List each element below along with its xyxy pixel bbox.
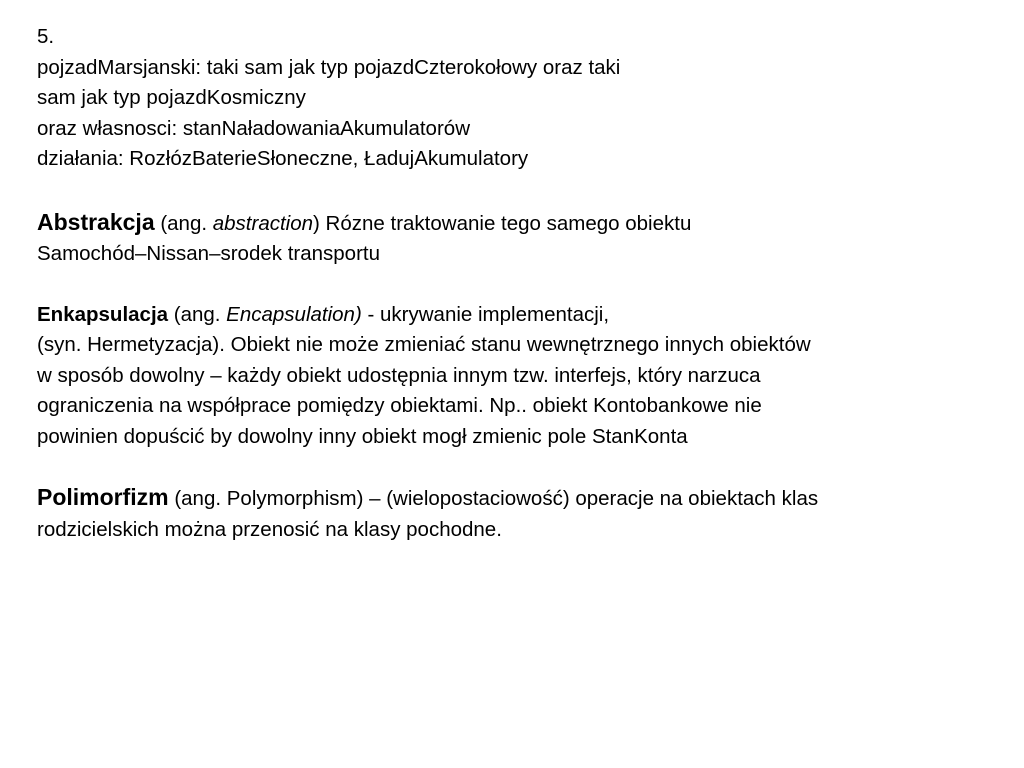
- enkapsulacja-line-4: ograniczenia na współprace pomiędzy obiektami. Np.. obiekt Kontobankowe nie: [37, 394, 762, 417]
- enkapsulacja-line-5: powinien dopuścić by dowolny inny obiekt mogł zmienic pole StanKonta: [37, 424, 688, 448]
- polimorfizm-heading-line: [37, 482, 1022, 515]
- abstrakcja-definition: ) Rózne traktowanie tego samego obiektu: [313, 211, 692, 235]
- abstrakcja-heading-line: [37, 207, 1022, 240]
- marsjanski-line-1: pojzadMarsjanski: taki sam jak typ pojazdCzterokołowy oraz taki: [37, 55, 621, 79]
- abstrakcja-english: abstraction: [212, 211, 314, 235]
- polimorfizm-line-2: rodzicielskich można przenosić na klasy pochodne.: [37, 517, 502, 541]
- polimorfizm-term: Polimorfizm: [37, 484, 169, 510]
- abstrakcja-example: Samochód–Nissan–srodek transportu: [37, 242, 380, 265]
- enkapsulacja-line-2: (syn. Hermetyzacja). Obiekt nie może zmieniać stanu wewnętrznego innych obiektów: [37, 333, 811, 356]
- enkapsulacja-english: Encapsulation): [226, 302, 362, 326]
- spacer: [37, 452, 1022, 482]
- slide-content: [37, 22, 1022, 545]
- abstrakcja-term: Abstrakcja: [37, 208, 155, 235]
- enkapsulacja-term: Enkapsulacja: [37, 302, 169, 326]
- enkapsulacja-definition: - ukrywanie implementacji,: [361, 302, 610, 326]
- enkapsulacja-heading-line: [37, 300, 1022, 331]
- marsjanski-line-4: działania: RozłózBaterieSłoneczne, ŁadujAkumulatory: [37, 147, 529, 170]
- enkapsulacja-line-3: w sposób dowolny – każdy obiekt udostępnia innym tzw. interfejs, który narzuca: [37, 363, 761, 387]
- abstrakcja-paren-open: (ang.: [154, 211, 213, 235]
- item-number: 5.: [37, 25, 55, 48]
- spacer: [37, 175, 1022, 207]
- spacer: [37, 270, 1022, 300]
- marsjanski-line-3: oraz własnosci: stanNaładowaniaAkumulatorów: [37, 116, 470, 140]
- marsjanski-line-2: sam jak typ pojazdKosmiczny: [37, 86, 306, 109]
- polimorfizm-definition: (ang. Polymorphism) – (wielopostaciowość) operacje na obiektach klas: [168, 487, 819, 510]
- enkapsulacja-paren-open: (ang.: [168, 302, 227, 326]
